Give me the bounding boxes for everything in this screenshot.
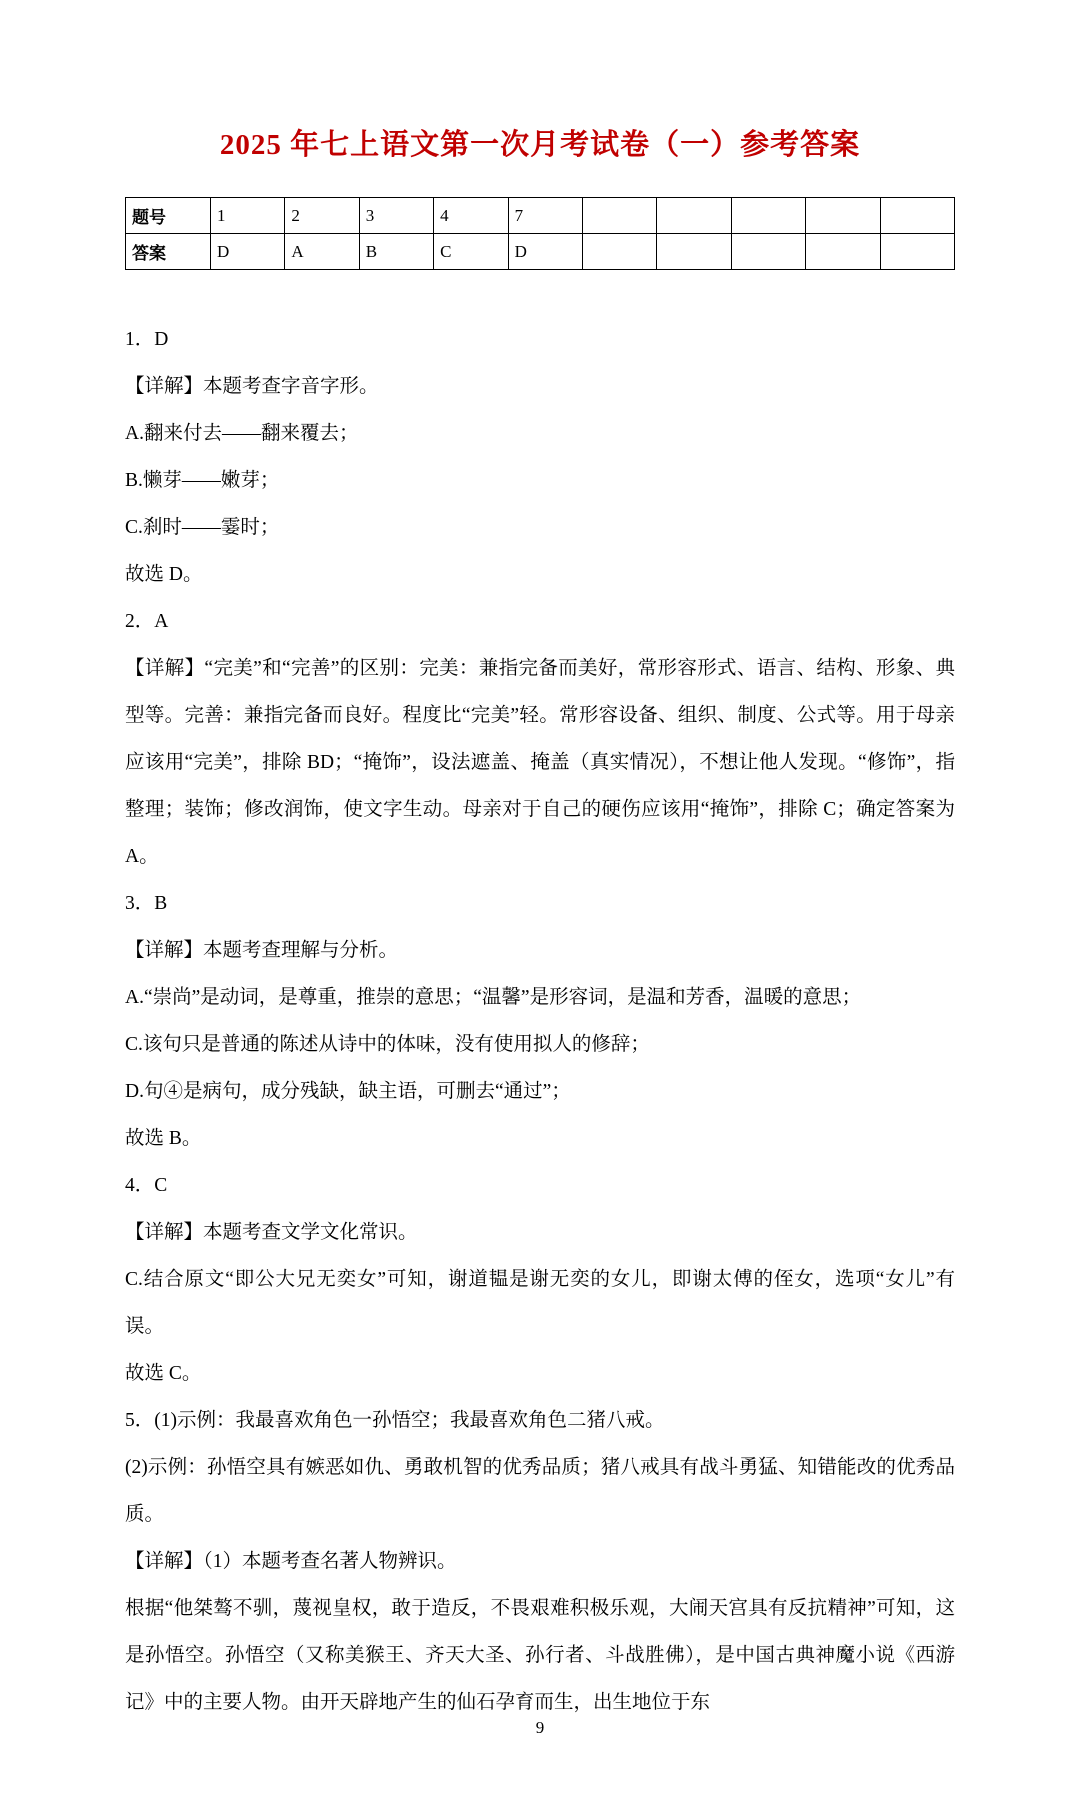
table-cell	[582, 234, 656, 270]
table-row-question-numbers	[126, 198, 955, 234]
paragraph: D.句④是病句，成分残缺，缺主语，可删去“通过”；	[125, 1081, 571, 1102]
table-cell: B	[359, 234, 433, 270]
answer-table	[125, 197, 955, 270]
paragraph: 【详解】（1）本题考查名著人物辨识。	[125, 1551, 457, 1572]
paragraph: 故选 B。	[125, 1128, 202, 1149]
table-cell: 7	[508, 198, 582, 234]
table-cell	[880, 234, 954, 270]
row-header-question-number: 题号	[126, 198, 211, 234]
answer-line-q5: 5．(1)示例：我最喜欢角色一孙悟空；我最喜欢角色二猪八戒。	[125, 1410, 665, 1431]
row-header-answer: 答案	[126, 234, 211, 270]
table-cell: A	[285, 234, 359, 270]
paragraph: 【详解】本题考查字音字形。	[125, 376, 379, 397]
paragraph: A.翻来付去——翻来覆去；	[125, 423, 359, 444]
answer-line-q3: 3．B	[125, 893, 168, 914]
paragraph: 【详解】本题考查文学文化常识。	[125, 1222, 418, 1243]
table-cell: 1	[211, 198, 285, 234]
paragraph: C.该句只是普通的陈述从诗中的体味，没有使用拟人的修辞；	[125, 1034, 650, 1055]
paragraph: 【详解】“完美”和“完善”的区别：完美：兼指完备而美好，常形容形式、语言、结构、形象、典型等。完善：兼指完备而良好。程度比“完美”轻。常形容设备、组织、制度、公式等。用于母亲应该用“完美”，排除 BD；“掩饰”，设法遮盖、掩盖（真实情况），不想让他人发现。“修饰”，指整理；装饰；修改润饰，使文字生动。母亲对于自己的硬伤应该用“掩饰”，排除 C；确定答案为 A。	[125, 658, 955, 867]
paragraph: 【详解】本题考查理解与分析。	[125, 940, 399, 961]
answer-line-q1: 1．D	[125, 329, 169, 350]
page-number: 9	[535, 1718, 545, 1737]
paragraph: B.懒芽——嫩芽；	[125, 470, 280, 491]
answer-line-q4: 4．C	[125, 1175, 168, 1196]
answer-explanations	[125, 316, 955, 1726]
table-cell: 3	[359, 198, 433, 234]
table-cell	[731, 234, 805, 270]
paragraph: C.结合原文“即公大兄无奕女”可知，谢道韫是谢无奕的女儿，即谢太傅的侄女，选项“女儿”有误。	[125, 1269, 955, 1337]
table-row-answers	[126, 234, 955, 270]
table-cell: C	[434, 234, 508, 270]
paragraph: (2)示例：孙悟空具有嫉恶如仇、勇敢机智的优秀品质；猪八戒具有战斗勇猛、知错能改的优秀品质。	[125, 1457, 955, 1525]
paragraph: C.刹时——霎时；	[125, 517, 280, 538]
table-cell	[880, 198, 954, 234]
page-title: 2025 年七上语文第一次月考试卷（一）参考答案	[219, 129, 861, 161]
table-cell	[806, 198, 880, 234]
table-cell: D	[508, 234, 582, 270]
table-cell: D	[211, 234, 285, 270]
table-cell	[806, 234, 880, 270]
paragraph: 根据“他桀骜不驯，蔑视皇权，敢于造反，不畏艰难积极乐观，大闹天宫具有反抗精神”可知，这是孙悟空。孙悟空（又称美猴王、齐天大圣、孙行者、斗战胜佛），是中国古典神魔小说《西游记》中的主要人物。由开天辟地产生的仙石孕育而生，出生地位于东	[125, 1598, 955, 1713]
paragraph: 故选 D。	[125, 564, 203, 585]
answer-line-q2: 2．A	[125, 611, 169, 632]
table-cell	[731, 198, 805, 234]
table-cell: 4	[434, 198, 508, 234]
table-cell	[657, 198, 731, 234]
table-cell	[582, 198, 656, 234]
paragraph: 故选 C。	[125, 1363, 202, 1384]
table-cell	[657, 234, 731, 270]
table-cell: 2	[285, 198, 359, 234]
paragraph: A.“崇尚”是动词，是尊重，推崇的意思；“温馨”是形容词，是温和芳香，温暖的意思；	[125, 987, 862, 1008]
